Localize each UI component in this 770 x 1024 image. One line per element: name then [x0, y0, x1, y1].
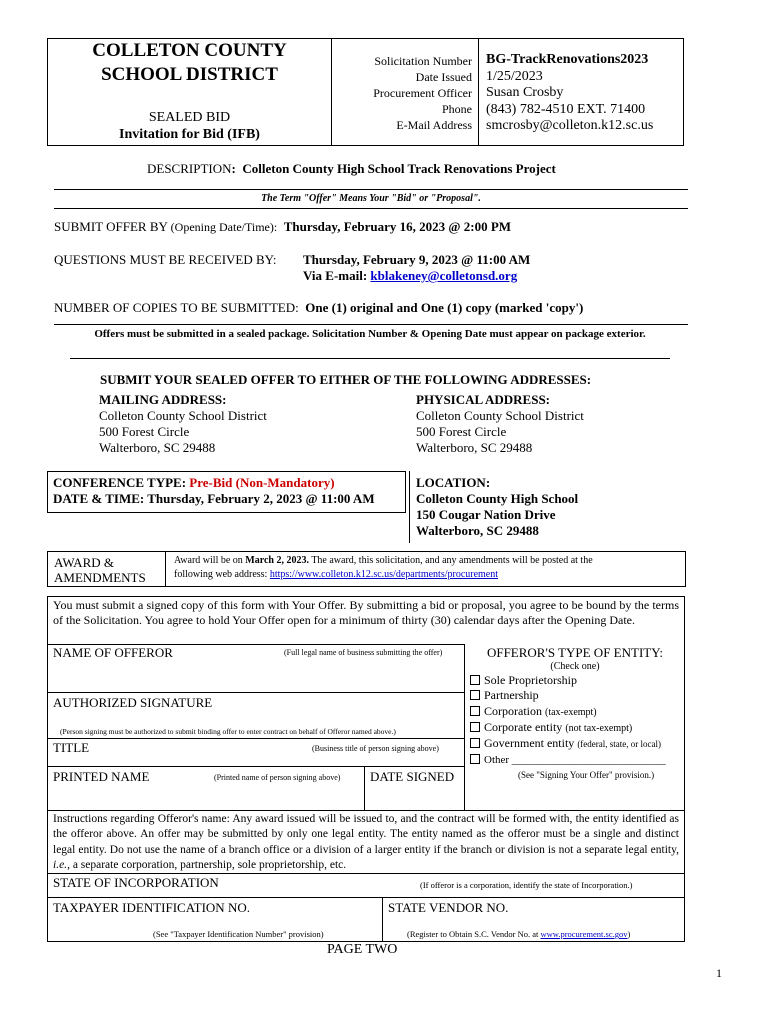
procurement-officer: Susan Crosby — [486, 85, 564, 100]
entity-option-note: (not tax-exempt) — [565, 722, 633, 734]
award-text — [174, 554, 682, 582]
award-date: March 2, 2023. — [245, 555, 309, 566]
tax-hint: (See "Taxpayer Identification Number" provision) — [153, 929, 324, 939]
checkbox-sole[interactable] — [470, 675, 480, 685]
copies-line — [54, 300, 583, 316]
vendor-divider — [382, 897, 383, 942]
award-label-line2: AMENDMENTS — [54, 570, 146, 585]
title-label: TITLE — [53, 740, 90, 755]
vendor-hint-post: ) — [627, 929, 631, 939]
entity-see-note: (See "Signing Your Offer" provision.) — [518, 770, 655, 780]
printed-hint: (Printed name of person signing above) — [214, 773, 341, 782]
district-name-line1: COLLETON COUNTY — [92, 40, 287, 61]
label-procurement-officer: Procurement Officer — [373, 86, 472, 100]
entity-option-label: Other ____________________________ — [484, 754, 666, 767]
physical-line-3: Walterboro, SC 29488 — [416, 440, 533, 455]
location-label: LOCATION: — [416, 475, 491, 490]
conference-datetime: DATE & TIME: Thursday, February 2, 2023 @ 11:00 AM — [53, 491, 375, 506]
printed-name-field[interactable] — [49, 786, 361, 808]
title-hint: (Business title of person signing above) — [312, 744, 439, 753]
entity-option-label: Corporation — [484, 703, 542, 718]
location-divider — [409, 471, 410, 543]
state-vendor-field[interactable] — [384, 916, 682, 928]
tax-label: TAXPAYER IDENTIFICATION NO. — [53, 900, 250, 915]
date-label: DATE SIGNED — [370, 769, 455, 784]
incorporation-label: STATE OF INCORPORATION — [53, 875, 219, 890]
submit-offer-label: SUBMIT OFFER BY — [54, 219, 168, 234]
description-colon: : — [231, 161, 236, 176]
incorporation-top — [47, 873, 685, 874]
mailing-line-2: 500 Forest Circle — [99, 424, 190, 439]
auth-label: AUTHORIZED SIGNATURE — [53, 695, 213, 710]
district-name-line2: SCHOOL DISTRICT — [101, 64, 278, 85]
name-hint: (Full legal name of business submitting the offer) — [284, 648, 443, 657]
location-line-1: Colleton County High School — [416, 491, 579, 506]
rule-1 — [54, 189, 688, 190]
offeror-name-field[interactable] — [49, 662, 461, 690]
mailing-line-3: Walterboro, SC 29488 — [99, 440, 216, 455]
page-number: 1 — [716, 966, 722, 980]
instructions-ie: i.e. — [53, 858, 68, 871]
solicitation-labels — [334, 53, 472, 133]
questions-label: QUESTIONS MUST BE RECEIVED BY: — [54, 252, 277, 267]
physical-line-1: Colleton County School District — [416, 408, 584, 423]
entity-heading: OFFEROR'S TYPE OF ENTITY: — [486, 645, 664, 660]
location-line-2: 150 Cougar Nation Drive — [416, 507, 556, 522]
location-block — [416, 475, 578, 539]
entity-option-sole[interactable] — [470, 673, 684, 688]
entity-options — [470, 673, 684, 769]
entity-divider — [464, 644, 465, 810]
rule-3 — [54, 324, 688, 325]
submit-offer-line — [54, 219, 511, 235]
phone: (843) 782-4510 EXT. 71400 — [486, 101, 646, 117]
entity-option-label: Partnership — [484, 688, 539, 703]
checkbox-corporation[interactable] — [470, 706, 480, 716]
taxpayer-id-field[interactable] — [49, 916, 379, 928]
entity-option-note: (tax-exempt) — [545, 706, 597, 718]
state-of-incorporation-field[interactable] — [240, 876, 415, 894]
copies-label: NUMBER OF COPIES TO BE SUBMITTED: — [54, 300, 299, 315]
mailing-line-1: Colleton County School District — [99, 408, 267, 423]
vendor-label: STATE VENDOR NO. — [388, 900, 509, 915]
entity-option-label: Government entity — [484, 736, 575, 751]
award-line-1 — [174, 554, 682, 568]
entity-option-note: (federal, state, or local) — [577, 739, 662, 750]
date-divider — [364, 766, 365, 810]
instructions-post: , a separate corporation, partnership, sole proprietorship, etc. — [67, 858, 347, 871]
title-field[interactable] — [90, 752, 460, 764]
entity-option-corporation[interactable] — [470, 704, 684, 720]
label-solicitation-number: Solicitation Number — [374, 54, 472, 68]
term-note: The Term "Offer" Means Your "Bid" or "Proposal". — [261, 193, 481, 204]
award-label — [54, 555, 146, 585]
questions-email-link[interactable]: kblakeney@colletonsd.org — [370, 268, 518, 283]
rule-4 — [70, 358, 670, 359]
entity-option-other[interactable] — [470, 752, 684, 768]
mailing-label: MAILING ADDRESS: — [99, 392, 227, 407]
printed-label: PRINTED NAME — [53, 769, 150, 784]
instructions-top — [47, 810, 685, 811]
conference-type-line — [53, 475, 335, 491]
vendor-hint-pre: (Register to Obtain S.C. Vendor No. at — [407, 929, 541, 939]
page-two-label: PAGE TWO — [327, 942, 398, 957]
date-issued: 1/25/2023 — [486, 68, 543, 84]
award-text-post: The award, this solicitation, and any amendments will be posted at the — [309, 555, 593, 566]
addresses-heading: SUBMIT YOUR SEALED OFFER TO EITHER OF THE FOLLOWING ADDRESSES: — [100, 372, 592, 387]
incorporation-hint: (If offeror is a corporation, identify the state of Incorporation.) — [420, 880, 633, 890]
checkbox-other[interactable] — [470, 754, 480, 764]
sealed-note: Offers must be submitted in a sealed package. Solicitation Number & Opening Date must appear on package exterior. — [94, 328, 646, 340]
officer-email: smcrosby@colleton.k12.sc.us — [486, 118, 654, 133]
conference-type-value: Pre-Bid (Non-Mandatory) — [189, 475, 335, 490]
award-line-2 — [174, 568, 682, 582]
conference-type-label: CONFERENCE TYPE: — [53, 475, 187, 490]
questions-via — [303, 268, 517, 284]
vendor-url-link[interactable]: www.procurement.sc.gov — [540, 929, 628, 939]
location-line-3: Walterboro, SC 29488 — [416, 523, 539, 538]
questions-via-label: Via E-mail: — [303, 268, 368, 283]
checkbox-government[interactable] — [470, 738, 480, 748]
ifb-label: Invitation for Bid (IFB) — [119, 127, 260, 142]
entity-check-one: (Check one) — [550, 661, 600, 672]
offer-intro: You must submit a signed copy of this form with Your Offer. By submitting a bid or proposal, you agree to be bound by the terms of the Solicitation. You agree to hold Your Offer open for a minimum of thirty (30) calendar days after the Opening Date. — [53, 598, 679, 627]
description-label: DESCRIPTION — [147, 161, 232, 176]
printed-field-top — [47, 766, 464, 767]
entity-option-corporate-entity[interactable] — [470, 720, 684, 736]
title-field-top — [47, 738, 464, 739]
header-divider-2 — [478, 38, 479, 146]
label-email: E-Mail Address — [396, 118, 472, 132]
submit-offer-sub: (Opening Date/Time): — [170, 220, 278, 234]
description-line — [147, 161, 687, 177]
entity-option-label: Sole Proprietorship — [484, 673, 577, 687]
checkbox-partnership[interactable] — [470, 690, 480, 700]
submit-offer-value: Thursday, February 16, 2023 @ 2:00 PM — [283, 219, 512, 234]
description-value: Colleton County High School Track Renovations Project — [242, 161, 556, 176]
instructions-pre: Instructions regarding Offeror's name: Any award issued will be issued to, and the contract will be formed with, the entity identified as the offeror above. An offer may be submitted by only one legal entity. The entity named as the offeror must be a single and distinct legal entity. Do not use the name of a branch office or a division of a larger entity if the branch or division is not a separate legal entity, — [53, 813, 679, 856]
physical-line-2: 500 Forest Circle — [416, 424, 507, 439]
mailing-address — [99, 392, 267, 456]
label-phone: Phone — [442, 102, 472, 116]
award-text-pre: Award will be on — [174, 555, 246, 566]
auth-hint: (Person signing must be authorized to submit binding offer to enter contract on behalf of Offeror named above.) — [60, 727, 396, 736]
tax-top — [47, 897, 685, 898]
label-date-issued: Date Issued — [415, 70, 472, 84]
award-url-link[interactable]: https://www.colleton.k12.sc.us/departments/procurement — [269, 569, 499, 580]
physical-address — [416, 392, 584, 456]
physical-label: PHYSICAL ADDRESS: — [416, 392, 551, 407]
date-signed-field[interactable] — [366, 786, 462, 808]
award-line2-pre: following web address: — [174, 569, 270, 580]
rule-2 — [54, 208, 688, 209]
header-divider — [331, 38, 332, 146]
entity-option-partnership[interactable] — [470, 688, 684, 703]
entity-option-label: Corporate entity — [484, 719, 563, 734]
award-label-line1: AWARD & — [54, 555, 114, 570]
auth-field-top — [47, 692, 464, 693]
authorized-signature-field[interactable] — [49, 710, 461, 726]
vendor-hint — [407, 929, 630, 939]
name-label: NAME OF OFFEROR — [53, 645, 173, 660]
checkbox-corporate-entity[interactable] — [470, 722, 480, 732]
instructions-text — [53, 812, 679, 873]
questions-value: Thursday, February 9, 2023 @ 11:00 AM — [303, 252, 531, 267]
sealed-bid-label: SEALED BID — [148, 110, 231, 125]
solicitation-values — [486, 52, 682, 135]
entity-option-government[interactable] — [470, 736, 684, 752]
copies-value: One (1) original and One (1) copy (marked 'copy') — [305, 300, 584, 315]
solicitation-number: BG-TrackRenovations2023 — [486, 52, 649, 67]
